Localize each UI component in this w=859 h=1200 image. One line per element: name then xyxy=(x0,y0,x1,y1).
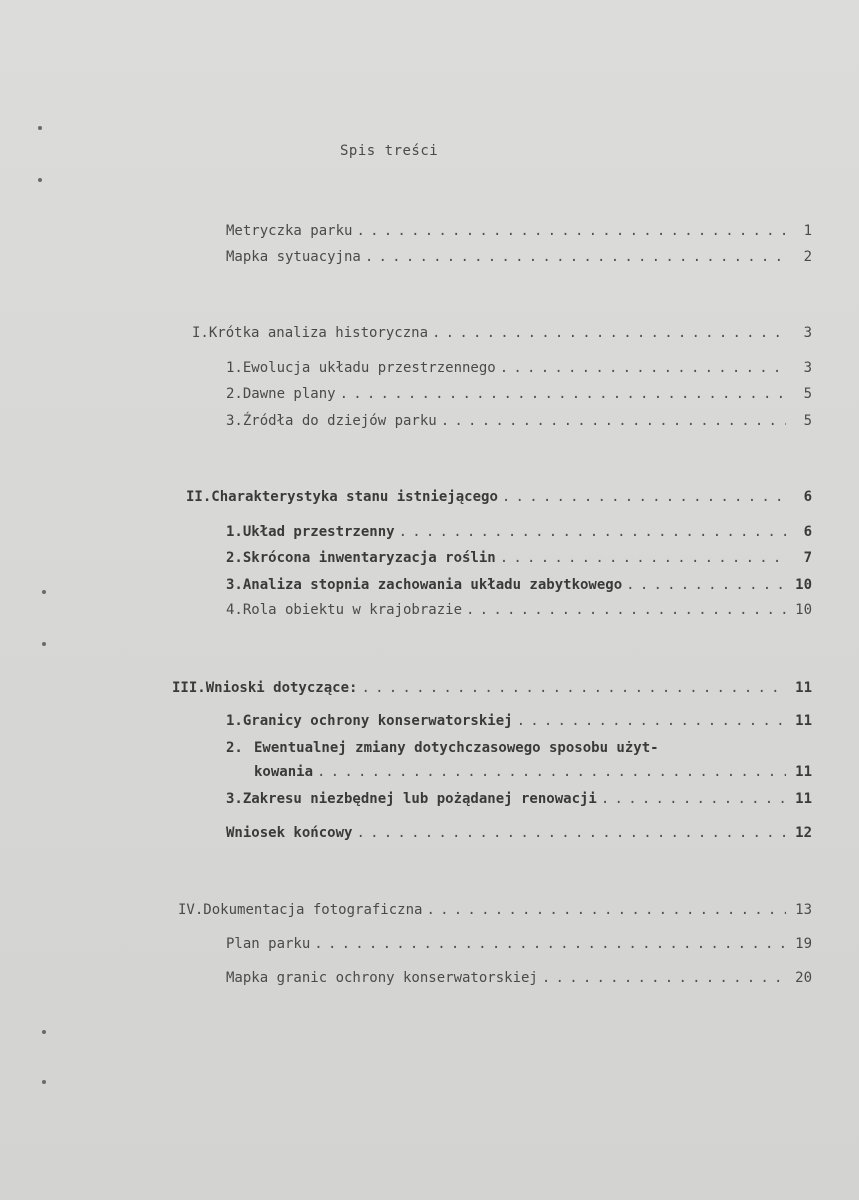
toc-page-number: 6 xyxy=(803,489,812,505)
toc-entry xyxy=(226,824,812,842)
toc-entry xyxy=(226,935,812,953)
dot-leader xyxy=(601,790,786,808)
dot-leader xyxy=(542,969,786,987)
toc-entry-label: Charakterystyka stanu istniejącego xyxy=(211,489,498,505)
toc-section-heading xyxy=(178,901,812,919)
toc-entry xyxy=(226,549,812,567)
dot-leader xyxy=(356,824,786,842)
toc-entry-label: Rola obiektu w krajobrazie xyxy=(242,602,463,618)
punch-hole-mark xyxy=(42,1030,46,1034)
item-number: 2. xyxy=(226,740,243,756)
toc-page-number: 13 xyxy=(795,902,812,918)
toc-entry xyxy=(226,359,812,377)
punch-hole-mark xyxy=(38,126,42,130)
dot-leader xyxy=(314,935,786,953)
toc-page-number: 10 xyxy=(795,577,812,593)
toc-page-number: 1 xyxy=(803,223,812,239)
dot-leader xyxy=(466,601,786,619)
toc-page-number: 7 xyxy=(803,550,812,566)
dot-leader xyxy=(317,763,786,781)
dot-leader xyxy=(361,679,786,697)
section-numeral: III. xyxy=(172,680,206,696)
toc-section-heading xyxy=(172,679,812,697)
toc-entry-label: Mapka granic ochrony konserwatorskiej xyxy=(226,970,538,986)
toc-entry-label: Układ przestrzenny xyxy=(242,524,395,540)
dot-leader xyxy=(517,712,786,730)
page-title: Spis treści xyxy=(340,143,439,159)
dot-leader xyxy=(500,549,786,567)
toc-entry-continuation xyxy=(254,763,812,781)
dot-leader xyxy=(399,523,786,541)
toc-page-number: 20 xyxy=(795,970,812,986)
toc-entry-label: Mapka sytuacyjna xyxy=(226,249,361,265)
dot-leader xyxy=(426,901,786,919)
toc-entry-label: Zakresu niezbędnej lub pożądanej renowacji xyxy=(242,791,597,807)
punch-hole-mark xyxy=(42,590,46,594)
toc-page-number: 6 xyxy=(803,524,812,540)
toc-page-number: 11 xyxy=(795,713,812,729)
punch-hole-mark xyxy=(38,178,42,182)
toc-entry xyxy=(226,248,812,266)
dot-leader xyxy=(502,488,786,506)
item-number: 4. xyxy=(226,602,243,618)
toc-entry-label: Ewentualnej zmiany dotychczasowego sposobu użyt- xyxy=(254,740,659,756)
toc-entry-label: Krótka analiza historyczna xyxy=(208,325,429,341)
toc-entry-label: Dokumentacja fotograficzna xyxy=(203,902,423,918)
section-numeral: IV. xyxy=(178,902,204,918)
toc-entry-label: Granicy ochrony konserwatorskiej xyxy=(242,713,513,729)
item-number: 3. xyxy=(226,791,243,807)
toc-entry-label: Wnioski dotyczące: xyxy=(205,680,358,696)
toc-entry-label: Analiza stopnia zachowania układu zabytkowego xyxy=(242,577,623,593)
item-number: 1. xyxy=(226,360,243,376)
item-number: 2. xyxy=(226,550,243,566)
toc-page-number: 11 xyxy=(795,764,812,780)
toc-entry-label: kowania xyxy=(254,764,314,780)
toc-entry xyxy=(226,412,812,430)
toc-entry-label: Wniosek końcowy xyxy=(226,825,353,841)
toc-entry xyxy=(226,385,812,403)
dot-leader xyxy=(356,222,786,240)
section-numeral: I. xyxy=(192,325,209,341)
toc-entry-label: Plan parku xyxy=(226,936,311,952)
toc-entry xyxy=(226,969,812,987)
dot-leader xyxy=(500,359,786,377)
toc-page-number: 5 xyxy=(803,413,812,429)
dot-leader xyxy=(365,248,786,266)
toc-entry xyxy=(226,712,812,730)
toc-entry-label: Ewolucja układu przestrzennego xyxy=(242,360,496,376)
item-number: 2. xyxy=(226,386,243,402)
item-number: 3. xyxy=(226,413,243,429)
toc-entry xyxy=(226,790,812,808)
toc-page-number: 10 xyxy=(795,602,812,618)
toc-page-number: 12 xyxy=(795,825,812,841)
item-number: 1. xyxy=(226,713,243,729)
toc-section-heading xyxy=(192,324,812,342)
item-number: 1. xyxy=(226,524,243,540)
toc-page-number: 3 xyxy=(803,325,812,341)
dot-leader xyxy=(441,412,786,430)
toc-entry xyxy=(226,739,812,757)
item-number: 3. xyxy=(226,577,243,593)
punch-hole-mark xyxy=(42,1080,46,1084)
dot-leader xyxy=(432,324,786,342)
toc-page-number: 2 xyxy=(803,249,812,265)
punch-hole-mark xyxy=(42,642,46,646)
toc-entry-label: Źródła do dziejów parku xyxy=(242,413,437,429)
toc-entry-label: Skrócona inwentaryzacja roślin xyxy=(242,550,496,566)
toc-entry xyxy=(226,576,812,594)
toc-entry-label: Dawne plany xyxy=(242,386,336,402)
toc-section-heading xyxy=(186,488,812,506)
toc-entry xyxy=(226,601,812,619)
toc-entry-label: Metryczka parku xyxy=(226,223,353,239)
toc-page-number: 11 xyxy=(795,680,812,696)
toc-page-number: 5 xyxy=(803,386,812,402)
toc-page-number: 19 xyxy=(795,936,812,952)
dot-leader xyxy=(626,576,786,594)
toc-entry xyxy=(226,523,812,541)
section-numeral: II. xyxy=(186,489,212,505)
toc-entry xyxy=(226,222,812,240)
dot-leader xyxy=(340,385,786,403)
toc-page-number: 11 xyxy=(795,791,812,807)
toc-page-number: 3 xyxy=(803,360,812,376)
